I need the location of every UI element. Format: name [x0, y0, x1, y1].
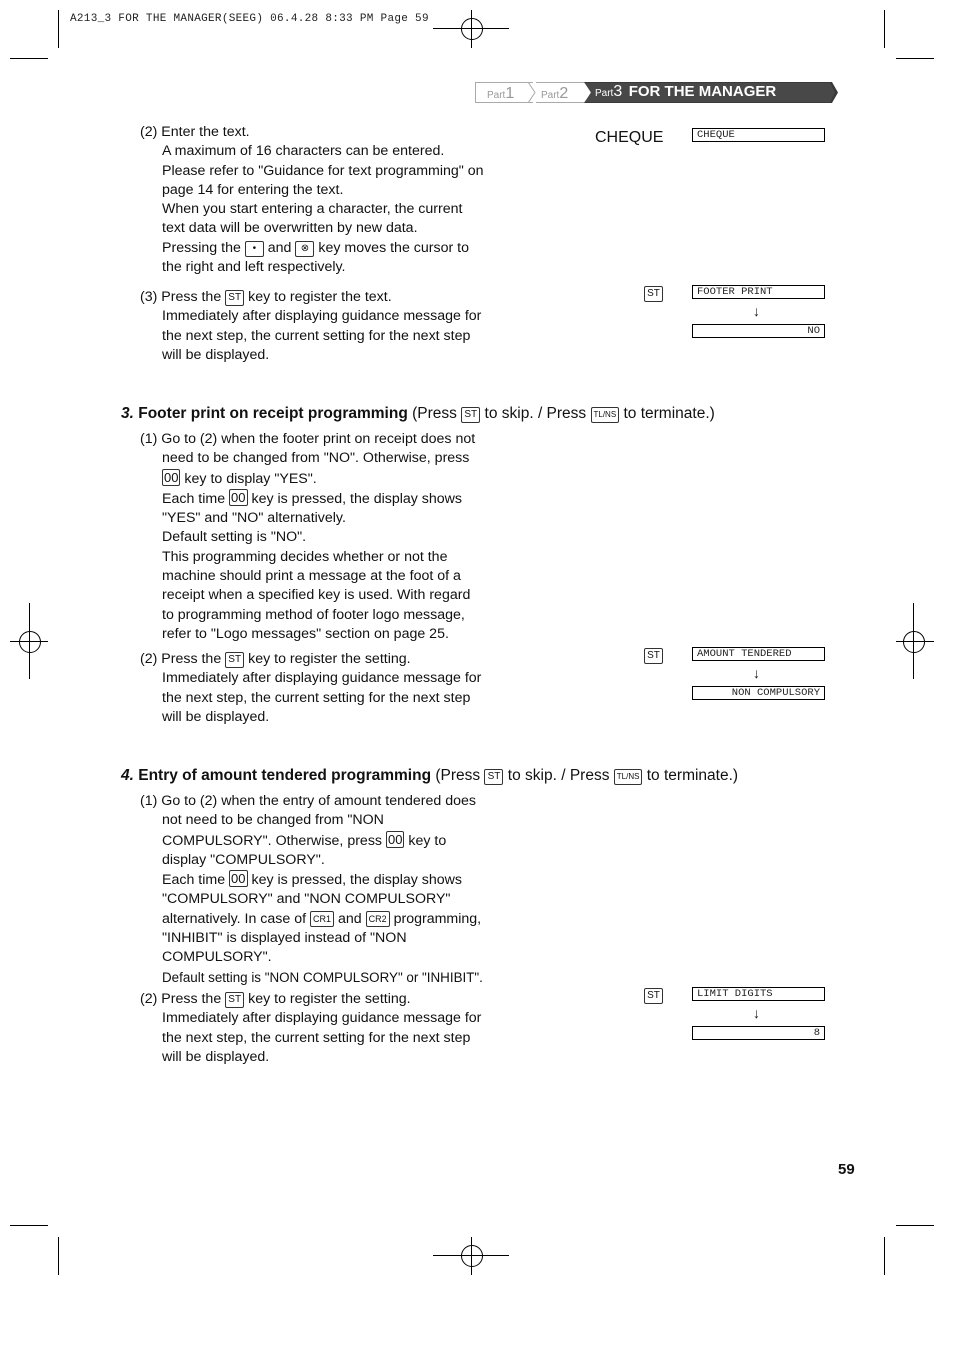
cross-key-icon: ⊗ [295, 241, 314, 257]
cr1-key-icon: CR1 [310, 911, 334, 927]
part3-title: FOR THE MANAGER [628, 83, 777, 100]
st-key-icon: ST [461, 407, 480, 423]
step-line: (1) Go to (2) when the footer print on receipt does not [140, 431, 476, 447]
st-key-icon: ST [644, 988, 663, 1004]
down-arrow-icon: ↓ [753, 1005, 760, 1021]
step-line: Immediately after displaying guidance message for [162, 670, 482, 687]
text-fragment: alternatively. In case of [162, 910, 307, 927]
crop-mark [884, 10, 885, 48]
cheque-label: CHEQUE [595, 129, 664, 146]
text-fragment: (2) Press the [140, 651, 222, 667]
step-line: to programming method of footer logo message, [162, 606, 465, 623]
section3-heading [121, 405, 715, 423]
down-arrow-icon: ↓ [753, 665, 760, 681]
display-footer-print-value: NO [692, 324, 825, 338]
crop-mark [10, 58, 48, 59]
step-line-cursor-keys [140, 239, 484, 258]
part3-number: 3 [613, 83, 623, 100]
crop-mark [884, 1237, 885, 1275]
section-number: 4. [121, 767, 134, 784]
section-number: 3. [121, 405, 134, 422]
step-line: will be displayed. [162, 346, 270, 363]
step-line: will be displayed. [162, 1048, 270, 1065]
text-fragment: and [337, 910, 362, 927]
step-line: Immediately after displaying guidance message for [162, 308, 482, 325]
st-key-icon: ST [484, 769, 503, 785]
step-line: the next step, the current setting for the next step [162, 689, 471, 706]
text-fragment: key is pressed, the display shows [251, 872, 463, 889]
display-amount-tendered: AMOUNT TENDERED [692, 647, 825, 661]
text-fragment: and [267, 239, 292, 256]
step-line: text data will be overwritten by new data. [162, 220, 418, 237]
step-line: Default setting is "NON COMPULSORY" or "INHIBIT". [162, 969, 483, 985]
text-fragment: (2) Press the [140, 991, 222, 1007]
text-fragment: key moves the cursor to [318, 239, 469, 256]
text-fragment: programming, [393, 910, 482, 927]
step-line: the right and left respectively. [162, 259, 346, 276]
section4-step1 [140, 792, 483, 987]
display-limit-digits-value: 8 [692, 1026, 825, 1040]
text-fragment: to terminate.) [623, 405, 715, 422]
st-key-icon: ST [644, 648, 663, 664]
part3-tab [595, 83, 776, 101]
step-line [140, 489, 475, 509]
text-fragment: to skip. / Press [484, 405, 587, 422]
display-limit-digits: LIMIT DIGITS [692, 987, 825, 1001]
step-line: This programming decides whether or not the [162, 548, 448, 565]
text-fragment: key to register the setting. [248, 651, 411, 667]
double-zero-key-icon: 00 [231, 489, 246, 505]
section4-step2 [140, 990, 481, 1067]
step-line [140, 288, 481, 307]
part1-word: Part [487, 90, 506, 101]
double-zero-key-icon: 00 [387, 831, 403, 847]
part2-word: Part [541, 90, 560, 101]
step-line: will be displayed. [162, 708, 270, 725]
text-fragment: key to display "YES". [184, 470, 317, 487]
step-line: COMPULSORY". [162, 949, 272, 966]
text-fragment: key is pressed, the display shows [251, 490, 463, 507]
step-line [140, 910, 483, 929]
text-fragment: (3) Press the [140, 289, 222, 305]
section4-heading [121, 767, 738, 785]
text-fragment: key to register the setting. [248, 991, 411, 1007]
text-fragment: COMPULSORY". Otherwise, press [162, 832, 383, 849]
step-line: When you start entering a character, the current [162, 201, 463, 218]
step-line: display "COMPULSORY". [162, 851, 325, 868]
section3-step1 [140, 430, 475, 644]
text-fragment: Pressing the [162, 239, 241, 256]
step-line: "YES" and "NO" alternatively. [162, 510, 346, 527]
text-fragment: key to register the text. [248, 289, 392, 305]
crop-mark [896, 58, 934, 59]
tlns-key-icon: TL/NS [591, 407, 620, 423]
step-line: refer to "Logo messages" section on page 25. [162, 625, 449, 642]
text-fragment: (Press [412, 405, 457, 422]
text-fragment: (Press [435, 767, 481, 784]
section-title: Entry of amount tendered programming [138, 767, 432, 784]
step-line: the next step, the current setting for the next step [162, 1029, 471, 1046]
section3-step2 [140, 650, 481, 727]
double-zero-key-icon: 00 [231, 871, 246, 887]
st-key-icon: ST [644, 286, 663, 302]
step-line [140, 831, 483, 851]
step-line: Please refer to "Guidance for text programming" on [162, 162, 484, 179]
print-file-header: A213_3 FOR THE MANAGER(SEEG) 06.4.28 8:33 PM Page 59 [70, 13, 429, 25]
text-fragment: to skip. / Press [507, 767, 610, 784]
display-footer-print: FOOTER PRINT [692, 285, 825, 299]
step-line: Default setting is "NO". [162, 529, 307, 546]
step-line: receipt when a specified key is used. With regard [162, 587, 471, 604]
step-line: Immediately after displaying guidance message for [162, 1010, 482, 1027]
step-line: machine should print a message at the foot of a [162, 568, 461, 585]
part2-tab [536, 82, 588, 103]
part2-number: 2 [559, 85, 569, 102]
step-line: (2) Enter the text. [140, 124, 250, 140]
crop-mark [896, 1225, 934, 1226]
text-fragment: to terminate.) [646, 767, 739, 784]
step-line: page 14 for entering the text. [162, 181, 344, 198]
st-key-icon: ST [225, 992, 244, 1008]
cr2-key-icon: CR2 [366, 911, 390, 927]
st-key-icon: ST [225, 652, 244, 668]
step-line [140, 469, 475, 489]
step-line: "INHIBIT" is displayed instead of "NON [162, 930, 407, 947]
text-fragment: key to [408, 832, 447, 849]
section-title: Footer print on receipt programming [138, 405, 408, 422]
step-line [140, 990, 481, 1009]
part3-word: Part [595, 88, 614, 99]
text-fragment: Each time [162, 490, 226, 507]
step-line: (1) Go to (2) when the entry of amount tendered does [140, 793, 476, 809]
display-amount-tendered-value: NON COMPULSORY [692, 686, 825, 700]
display-cheque: CHEQUE [692, 128, 825, 142]
step-line: the next step, the current setting for the next step [162, 327, 471, 344]
tlns-key-icon: TL/NS [614, 769, 643, 785]
part1-tab [475, 82, 533, 103]
step-line [140, 650, 481, 669]
step-line: not need to be changed from "NON [162, 812, 384, 829]
crop-mark [58, 1237, 59, 1275]
step-line: need to be changed from "NO". Otherwise, press [162, 450, 470, 467]
text-fragment: Each time [162, 872, 226, 889]
step-line [140, 870, 483, 890]
dot-key-icon: • [245, 241, 264, 257]
page-number: 59 [838, 1161, 855, 1178]
crop-mark [58, 10, 59, 48]
step-enter-text [140, 123, 484, 277]
step-register-text [140, 288, 481, 365]
step-line: A maximum of 16 characters can be entered. [162, 143, 445, 160]
st-key-icon: ST [225, 290, 244, 306]
crop-mark [10, 1225, 48, 1226]
down-arrow-icon: ↓ [753, 303, 760, 319]
double-zero-key-icon: 00 [164, 469, 179, 485]
part1-number: 1 [505, 85, 515, 102]
step-line: "COMPULSORY" and "NON COMPULSORY" [162, 891, 451, 908]
